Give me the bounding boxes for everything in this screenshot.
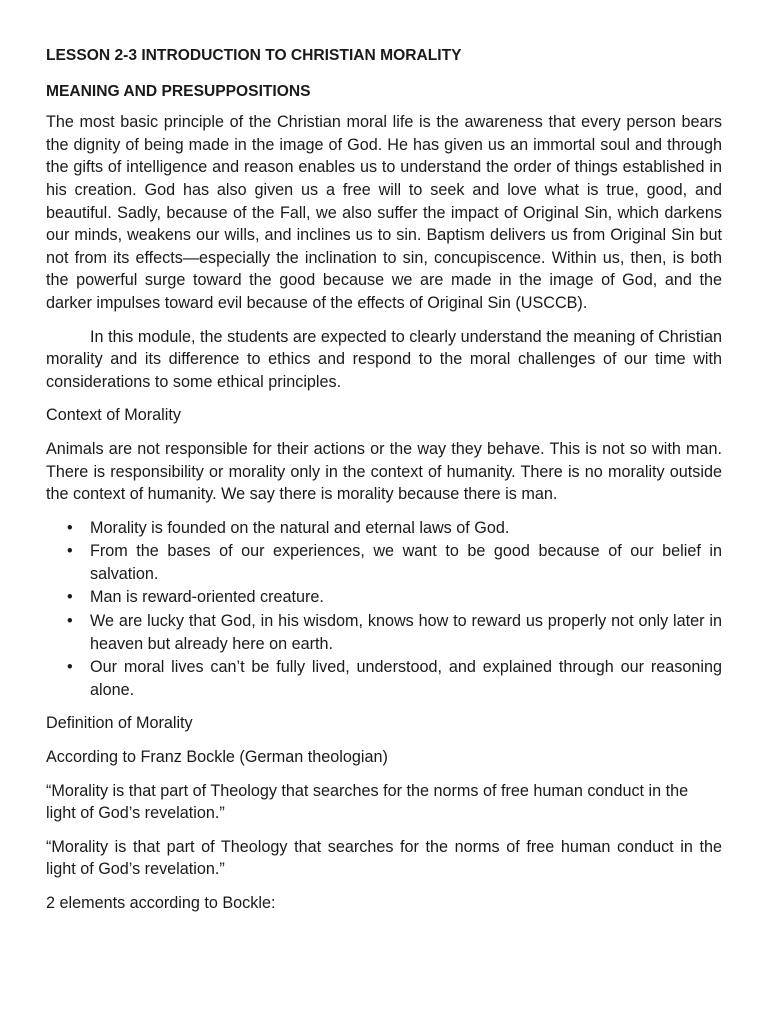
intro-paragraph: The most basic principle of the Christian moral life is the awareness that every person bears the dignity of being made in the image of God. He has given us an immortal soul and through the gifts of intelligence and reason enables us to understand the order of things established in his creation. God has also given us a free will to seek and love what is true, good, and beautiful. Sadly, because of the Fall, we also suffer the impact of Original Sin, which darkens our minds, weakens our wills, and inclines us to sin. Baptism delivers us from Original Sin but not from its effects—especially the inclination to sin, concupiscence. Within us, then, is both the powerful surge toward the good because we are made in the image of God, and the darker impulses toward evil because of the effects of Original Sin (USCCB). [46,113,722,312]
list-item-text: From the bases of our experiences, we want to be good because of our belief in salvation. [90,542,722,583]
section-title: MEANING AND PRESUPPOSITIONS [46,82,311,100]
bullet-icon: • [67,518,73,537]
list-item-text: We are lucky that God, in his wisdom, knows how to reward us properly not only later in heaven but already here on earth. [90,612,722,653]
quote-second: “Morality is that part of Theology that searches for the norms of free human conduct in the light of God’s revelation.” [46,837,722,879]
elements-heading: 2 elements according to Bockle: [46,894,276,912]
lesson-title: LESSON 2-3 INTRODUCTION TO CHRISTIAN MORALITY [46,47,462,64]
bullet-icon: • [67,658,73,677]
bullet-list [46,517,722,702]
bullet-icon: • [67,612,73,631]
quote-first: “Morality is that part of Theology that searches for the norms of free human conduct in the light of God’s revelation.” [46,781,689,823]
bullet-icon: • [67,588,73,607]
list-item [46,656,722,701]
list-item [46,517,722,540]
context-paragraph: Animals are not responsible for their actions or the way they behave. This is not so with man. There is responsibility or morality only in the context of humanity. There is no morality outside the context of humanity. We say there is morality because there is man. [46,439,722,504]
bullet-icon: • [67,542,73,561]
document-page [46,45,722,926]
list-item-text: Our moral lives can’t be fully lived, understood, and explained through our reasoning alone. [90,658,722,699]
list-item [46,586,722,609]
context-heading: Context of Morality [46,406,181,425]
module-paragraph: In this module, the students are expected to clearly understand the meaning of Christian morality and its difference to ethics and respond to the moral challenges of our time with considerations to some ethical principles. [46,327,722,391]
list-item-text: Morality is founded on the natural and eternal laws of God. [90,518,510,537]
list-item-text: Man is reward-oriented creature. [90,588,324,607]
list-item [46,610,722,655]
according-to-line: According to Franz Bockle (German theologian) [46,748,388,767]
definition-heading: Definition of Morality [46,714,193,733]
list-item [46,540,722,585]
